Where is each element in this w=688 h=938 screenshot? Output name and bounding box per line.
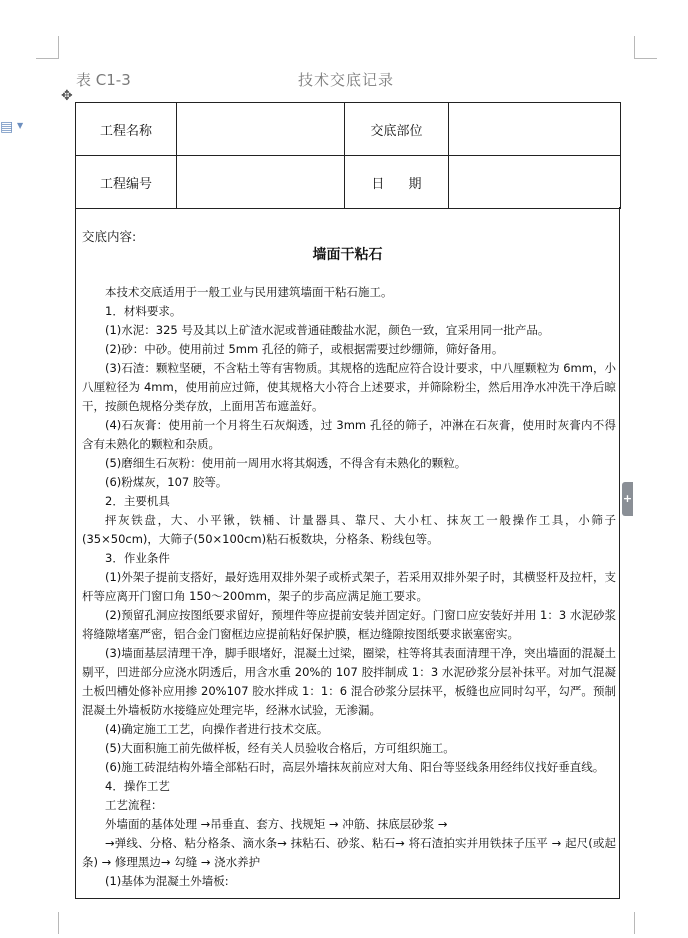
paragraph: (2)砂：中砂。使用前过 5mm 孔径的筛子，或根据需要过纱绷筛，筛好备用。: [105, 342, 504, 356]
location-label: 交底部位: [345, 103, 449, 156]
paragraph: 2．主要机具: [105, 494, 170, 508]
move-handle-icon[interactable]: ✥: [61, 88, 73, 104]
paragraph: (5)磨细生石灰粉：使用前一周用水将其焖透，不得含有未熟化的颗粒。: [105, 456, 467, 470]
paragraph: 4．操作工艺: [105, 779, 170, 793]
crop-mark-top-left: [36, 36, 59, 59]
paragraph: (6)粉煤灰，107 胶等。: [105, 475, 228, 489]
paragraph: →弹线、分格、粘分格条、滴水条→ 抹粘石、砂浆、粘石→ 将石渣拍实并用铁抹子压平 → 起尺(或起条) → 修理黑边→ 勾缝 → 浇水养护: [82, 836, 616, 869]
paragraph: 本技术交底适用于一般工业与民用建筑墙面干粘石施工。: [105, 285, 393, 299]
date-value[interactable]: [449, 156, 621, 209]
location-value[interactable]: [449, 103, 621, 156]
crop-mark-top-right: [634, 36, 657, 59]
paragraph: (3)墙面基层清理干净，脚手眼堵好，混凝土过梁，圈梁，柱等将其表面清理干净，突出墙面的混凝土剔平，凹进部分应浇水阴透后，用含水重 20%的 107 胶拌制成 1：3 水泥砂浆分层补抹平。对加气混凝土板凹槽处修补应用掺 20%107 胶水拌成 1：1：6 混合砂浆分层抹平，板缝也应同时勾平，勾严。预制混凝土外墙板防水接缝应处理完毕，经淋水试验，无渗漏。: [82, 646, 616, 717]
document-title: 技术交底记录: [298, 71, 395, 89]
project-name-value[interactable]: [177, 103, 345, 156]
paragraph: (2)预留孔洞应按图纸要求留好，预埋件等应提前安装并固定好。门窗口应安装好并用 1：3 水泥砂浆将缝隙堵塞严密，铝合金门窗框边应提前粘好保护膜，框边缝隙按图纸要求嵌塞密实。: [82, 608, 616, 641]
crop-mark-bottom-left: [36, 912, 59, 934]
document-icon[interactable]: ▤: [0, 119, 14, 135]
paragraph: 1．材料要求。: [105, 304, 182, 318]
content-body: [82, 283, 616, 891]
plus-icon[interactable]: +: [622, 482, 633, 516]
content-box: [75, 207, 620, 899]
dropdown-arrow-icon[interactable]: ▼: [17, 121, 24, 130]
paragraph: 工艺流程：: [105, 798, 163, 812]
paragraph: (1)水泥：325 号及其以上矿渣水泥或普通硅酸盐水泥，颜色一致，宜采用同一批产品。: [105, 323, 550, 337]
project-number-label: 工程编号: [76, 156, 177, 209]
paragraph: (6)施工砖混结构外墙全部粘石时，高层外墙抹灰前应对大角、阳台等竖线条用经纬仪找好垂直线。: [105, 760, 605, 774]
paragraph: 外墙面的基体处理 →吊垂直、套方、找规矩 → 冲筋、抹底层砂浆 →: [105, 817, 448, 831]
content-label: 交底内容:: [82, 229, 137, 244]
paragraph: (1)外架子提前支搭好，最好选用双排外架子或桥式架子，若采用双排外架子时，其横竖杆及拉杆，支杆等应离开门窗口角 150～200mm，架子的步高应满足施工要求。: [82, 570, 616, 603]
content-title: 墙面干粘石: [312, 247, 383, 263]
paragraph: (5)大面积施工前先做样板，经有关人员验收合格后，方可组织施工。: [105, 741, 455, 755]
crop-mark-bottom-right: [634, 912, 657, 934]
project-name-label: 工程名称: [76, 103, 177, 156]
paragraph: 3．作业条件: [105, 551, 170, 565]
paragraph: (3)石渣：颗粒坚硬，不含粘土等有害物质。其规格的选配应符合设计要求，中八厘颗粒为 6mm，小八厘粒径为 4mm，使用前应过筛，使其规格大小符合上述要求，并筛除粉尘，然后用净水冲洗干净后晾干，按颜色规格分类存放，上面用苫布遮盖好。: [82, 361, 616, 413]
project-number-value[interactable]: [177, 156, 345, 209]
paragraph: (4)确定施工工艺，向操作者进行技术交底。: [105, 722, 329, 736]
header-table: [75, 102, 621, 209]
paragraph: (1)基体为混凝土外墙板:: [105, 874, 229, 888]
form-code: 表 C1-3: [76, 71, 131, 89]
paragraph: (4)石灰膏：使用前一个月将生石灰焖透，过 3mm 孔径的筛子，冲淋在石灰膏，使用时灰膏内不得含有未熟化的颗粒和杂质。: [82, 418, 616, 451]
paragraph: 抨灰铁盘，大、小平锹，铁桶、计量器具、靠尺、大小杠、抹灰工一般操作工具，小筛子(35×50cm)，大筛子(50×100cm)粘石板数块，分格条、粉线包等。: [82, 513, 616, 546]
date-label: 日 期: [345, 156, 449, 209]
